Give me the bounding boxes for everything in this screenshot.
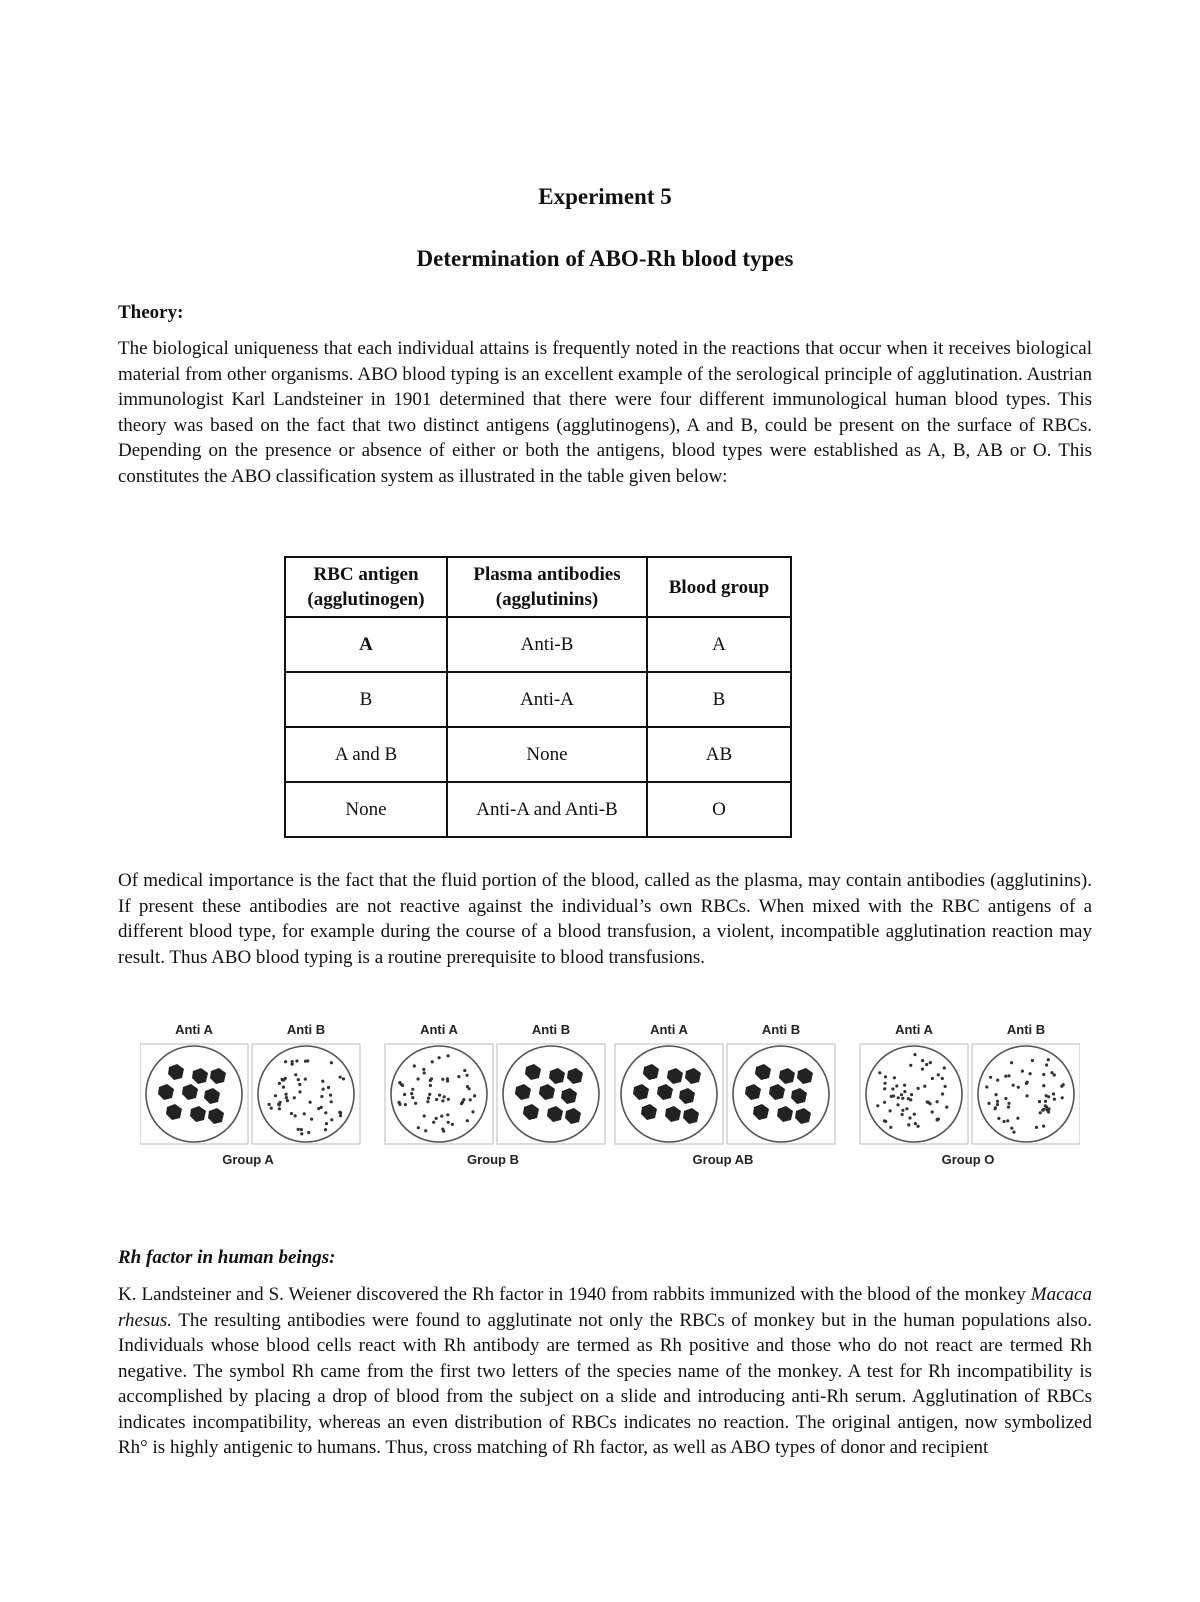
rbc-dot xyxy=(432,1121,435,1124)
rbc-dot xyxy=(1012,1131,1015,1134)
rbc-dot xyxy=(1061,1096,1064,1099)
slide-well xyxy=(866,1046,962,1142)
rbc-dot xyxy=(1035,1126,1038,1129)
rbc-dot xyxy=(411,1088,414,1091)
table-cell: Anti-A xyxy=(447,672,647,727)
rbc-dot xyxy=(941,1077,944,1080)
rbc-dot xyxy=(469,1098,472,1101)
rbc-dot xyxy=(463,1069,466,1072)
rbc-dot xyxy=(926,1100,929,1103)
rbc-dot xyxy=(914,1122,917,1125)
rbc-dot xyxy=(291,1060,294,1063)
rbc-dot xyxy=(907,1097,910,1100)
rbc-dot xyxy=(447,1054,450,1057)
rbc-dot xyxy=(921,1059,924,1062)
rbc-dot xyxy=(1060,1085,1063,1088)
rbc-dot xyxy=(298,1090,301,1093)
dispersed-sample xyxy=(860,1044,968,1144)
rbc-dot xyxy=(1047,1058,1050,1061)
rbc-dot xyxy=(441,1078,444,1081)
rbc-dot xyxy=(304,1078,307,1081)
medical-importance-paragraph: Of medical importance is the fact that the fluid portion of the blood, called as the plasma, may contain antibodies (agglutinins). If present these antibodies are not reactive against the individual’s own RBCs. When mixed with the RBC antigens of a different blood type, for example during the course of a blood transfusion, a violent, incompatible agglutination reaction may result. Thus ABO blood typing is a routine prerequisite to blood transfusions. xyxy=(118,870,1092,968)
rbc-dot xyxy=(1026,1094,1029,1097)
rbc-dot xyxy=(1021,1070,1024,1073)
rbc-dot xyxy=(1007,1106,1010,1109)
rbc-dot xyxy=(417,1077,420,1080)
rbc-dot xyxy=(1007,1102,1010,1105)
rbc-dot xyxy=(268,1103,271,1106)
page-title: Experiment 5 xyxy=(538,184,672,209)
table-cell: B xyxy=(647,672,791,727)
rbc-dot xyxy=(1045,1094,1048,1097)
rbc-dot xyxy=(1038,1100,1041,1103)
rbc-dot xyxy=(1042,1125,1045,1128)
table-cell: A and B xyxy=(285,727,447,782)
rbc-dot xyxy=(428,1093,431,1096)
anti-b-label: Anti B xyxy=(531,1022,571,1037)
rbc-dot xyxy=(462,1098,465,1101)
rbc-dot xyxy=(451,1123,454,1126)
rbc-dot xyxy=(317,1107,320,1110)
rbc-dot xyxy=(307,1131,310,1134)
table-cell: A xyxy=(647,617,791,672)
rbc-dot xyxy=(1039,1111,1042,1114)
rbc-dot xyxy=(424,1129,427,1132)
rbc-dot xyxy=(413,1064,416,1067)
table-row xyxy=(285,782,791,837)
rbc-dot xyxy=(1052,1092,1055,1095)
rbc-dot xyxy=(929,1102,932,1105)
rbc-dot xyxy=(298,1083,301,1086)
agglutinated-sample xyxy=(615,1044,723,1144)
agglutinated-sample xyxy=(140,1044,248,1144)
rbc-dot xyxy=(909,1064,912,1067)
rbc-dot xyxy=(324,1111,327,1114)
rbc-dot xyxy=(398,1081,401,1084)
rbc-dot xyxy=(466,1074,469,1077)
rbc-dot xyxy=(309,1101,312,1104)
rbc-dot xyxy=(891,1087,894,1090)
rbc-dot xyxy=(293,1096,296,1099)
rbc-dot xyxy=(438,1094,441,1097)
group-label: Group A xyxy=(222,1152,274,1167)
rbc-dot xyxy=(985,1085,988,1088)
rbc-dot xyxy=(447,1098,450,1101)
rbc-dot xyxy=(895,1084,898,1087)
rbc-dot xyxy=(473,1094,476,1097)
rbc-dot xyxy=(1042,1073,1045,1076)
rbc-dot xyxy=(282,1086,285,1089)
rbc-dot xyxy=(466,1119,469,1122)
rbc-dot xyxy=(937,1073,940,1076)
table-row xyxy=(285,617,791,672)
rbc-dot xyxy=(457,1075,460,1078)
rbc-dot xyxy=(300,1132,303,1135)
rbc-dot xyxy=(327,1086,330,1089)
rbc-dot xyxy=(1031,1059,1034,1062)
rbc-dot xyxy=(284,1060,287,1063)
rbc-dot xyxy=(901,1113,904,1116)
rbc-dot xyxy=(270,1107,273,1110)
rbc-dot xyxy=(1010,1061,1013,1064)
rbc-dot xyxy=(297,1078,300,1081)
rbc-dot xyxy=(435,1098,438,1101)
rbc-dot xyxy=(279,1101,282,1104)
rbc-dot xyxy=(896,1103,899,1106)
rbc-dot xyxy=(997,1117,1000,1120)
rbc-dot xyxy=(310,1118,313,1121)
rbc-dot xyxy=(883,1082,886,1085)
rbc-dot xyxy=(290,1112,293,1115)
rbc-dot xyxy=(1017,1086,1020,1089)
rh-paragraph-start: K. Landsteiner and S. Weiener discovered the Rh factor in 1940 from rabbits immunized with the blood of the monkey xyxy=(118,1284,1031,1305)
rh-paragraph xyxy=(118,1282,1092,1461)
rbc-dot xyxy=(294,1073,297,1076)
rbc-dot xyxy=(1012,1084,1015,1087)
rbc-dot xyxy=(441,1128,444,1131)
rbc-dot xyxy=(1044,1100,1047,1103)
blood-typing-diagram xyxy=(140,1018,1080,1178)
anti-a-label: Anti A xyxy=(420,1022,458,1037)
rbc-dot xyxy=(889,1109,892,1112)
rbc-dot xyxy=(907,1123,910,1126)
table-cell: O xyxy=(647,782,791,837)
rbc-dot xyxy=(996,1079,999,1082)
rbc-dot xyxy=(423,1114,426,1117)
rbc-dot xyxy=(1026,1081,1029,1084)
rbc-dot xyxy=(427,1097,430,1100)
rbc-dot xyxy=(893,1076,896,1079)
rbc-dot xyxy=(339,1111,342,1114)
rbc-dot xyxy=(285,1096,288,1099)
rbc-dot xyxy=(435,1117,438,1120)
rbc-dot xyxy=(414,1102,417,1105)
page-subtitle: Determination of ABO-Rh blood types xyxy=(416,246,794,271)
rbc-dot xyxy=(300,1128,303,1131)
rbc-dot xyxy=(900,1093,903,1096)
rbc-dot xyxy=(274,1094,277,1097)
rh-paragraph-rest: The resulting antibodies were found to agglutinate not only the RBCs of monkey but in the human populations also. Individuals whose blood cells react with Rh antibody are termed as Rh positive and those who do not react are termed Rh negative. The symbol Rh came from the first two letters of the species name of the monkey. A test for Rh incompatibility is accomplished by placing a drop of blood from the subject on a slide and introducing anti-Rh serum. Agglutination of RBCs indicates incompatibility, whereas an even distribution of RBCs indicates no reaction. The original antigen, now symbolized Rh° is highly antigenic to humans. Thus, cross matching of Rh factor, as well as ABO types of donor and recipient xyxy=(118,1309,1092,1458)
rbc-dot xyxy=(931,1077,934,1080)
rbc-dot xyxy=(884,1075,887,1078)
rbc-dot xyxy=(995,1093,998,1096)
rbc-dot xyxy=(286,1099,289,1102)
header-plasma-antibodies: Plasma antibodies (agglutinins) xyxy=(447,557,647,617)
agglutinated-sample xyxy=(727,1044,835,1144)
rbc-dot xyxy=(1002,1120,1005,1123)
rbc-dot xyxy=(890,1095,893,1098)
table-cell: None xyxy=(285,782,447,837)
rbc-dot xyxy=(446,1077,449,1080)
rbc-dot xyxy=(441,1099,444,1102)
rbc-dot xyxy=(884,1120,887,1123)
rbc-dot xyxy=(1045,1063,1048,1066)
rbc-dot xyxy=(330,1118,333,1121)
rbc-dot xyxy=(303,1112,306,1115)
group-label: Group O xyxy=(941,1152,995,1167)
rbc-dot xyxy=(1006,1119,1009,1122)
rbc-dot xyxy=(1053,1073,1056,1076)
header-blood-group: Blood group xyxy=(647,557,791,617)
rbc-dot xyxy=(883,1087,886,1090)
rbc-dot xyxy=(339,1114,342,1117)
rbc-dot xyxy=(996,1100,999,1103)
species-name: Macaca rhesus. xyxy=(118,1284,1092,1331)
rbc-dot xyxy=(941,1092,944,1095)
rbc-dot xyxy=(1029,1072,1032,1075)
rbc-dot xyxy=(320,1095,323,1098)
blood-typing-figure xyxy=(140,1018,1080,1183)
rbc-dot xyxy=(294,1114,297,1117)
rbc-dot xyxy=(295,1059,298,1062)
rbc-dot xyxy=(339,1076,342,1079)
rbc-dot xyxy=(429,1084,432,1087)
rbc-dot xyxy=(304,1060,307,1063)
rbc-dot xyxy=(440,1115,443,1118)
slide-well xyxy=(978,1046,1074,1142)
rbc-dot xyxy=(1047,1107,1050,1110)
rbc-dot xyxy=(1016,1117,1019,1120)
rbc-dot xyxy=(903,1084,906,1087)
anti-b-label: Anti B xyxy=(286,1022,326,1037)
rbc-dot xyxy=(901,1109,904,1112)
rbc-dot xyxy=(325,1122,328,1125)
header-rbc-antigen: RBC antigen (agglutinogen) xyxy=(285,557,447,617)
anti-a-label: Anti A xyxy=(895,1022,933,1037)
rbc-dot xyxy=(931,1110,934,1113)
rh-heading: Rh factor in human beings: xyxy=(118,1247,336,1268)
rbc-dot xyxy=(422,1068,425,1071)
rbc-dot xyxy=(917,1087,920,1090)
agglutinated-sample xyxy=(497,1044,605,1144)
rbc-dot xyxy=(324,1128,327,1131)
anti-a-label: Anti A xyxy=(175,1022,213,1037)
rbc-dot xyxy=(1004,1075,1007,1078)
table-header-row xyxy=(285,557,791,617)
rbc-dot xyxy=(989,1076,992,1079)
rbc-dot xyxy=(438,1056,441,1059)
rbc-dot xyxy=(342,1077,345,1080)
rbc-dot xyxy=(281,1078,284,1081)
rbc-dot xyxy=(987,1102,990,1105)
rbc-dot xyxy=(1042,1084,1045,1087)
table-cell: A xyxy=(285,617,447,672)
rbc-dot xyxy=(404,1103,407,1106)
rbc-dot xyxy=(943,1066,946,1069)
abo-table xyxy=(284,556,792,838)
rbc-dot xyxy=(908,1116,911,1119)
table-cell: None xyxy=(447,727,647,782)
rbc-dot xyxy=(929,1061,932,1064)
rbc-dot xyxy=(411,1096,414,1099)
rbc-dot xyxy=(917,1125,920,1128)
rbc-dot xyxy=(447,1121,450,1124)
rbc-dot xyxy=(945,1106,948,1109)
rbc-dot xyxy=(446,1113,449,1116)
rbc-dot xyxy=(1053,1098,1056,1101)
rbc-dot xyxy=(1007,1074,1010,1077)
table-row xyxy=(285,672,791,727)
rbc-dot xyxy=(297,1128,300,1131)
rbc-dot xyxy=(1042,1108,1045,1111)
rbc-dot xyxy=(431,1060,434,1063)
dispersed-sample xyxy=(972,1044,1080,1144)
table-cell: Anti-B xyxy=(447,617,647,672)
rbc-dot xyxy=(423,1071,426,1074)
rbc-dot xyxy=(1050,1071,1053,1074)
rbc-dot xyxy=(876,1104,879,1107)
rbc-dot xyxy=(329,1094,332,1097)
rbc-dot xyxy=(936,1100,939,1103)
rbc-dot xyxy=(330,1100,333,1103)
anti-b-label: Anti B xyxy=(761,1022,801,1037)
rbc-dot xyxy=(284,1077,287,1080)
table-cell: B xyxy=(285,672,447,727)
rbc-dot xyxy=(278,1082,281,1085)
dispersed-sample xyxy=(252,1044,360,1144)
rbc-dot xyxy=(466,1085,469,1088)
rbc-dot xyxy=(878,1071,881,1074)
anti-b-label: Anti B xyxy=(1006,1022,1046,1037)
rbc-dot xyxy=(944,1085,947,1088)
rbc-dot xyxy=(330,1061,333,1064)
rbc-dot xyxy=(905,1107,908,1110)
group-label: Group AB xyxy=(692,1152,754,1167)
table-row xyxy=(285,727,791,782)
rbc-dot xyxy=(923,1085,926,1088)
rbc-dot xyxy=(921,1068,924,1071)
rbc-dot xyxy=(897,1096,900,1099)
rbc-dot xyxy=(426,1100,429,1103)
rbc-dot xyxy=(996,1103,999,1106)
theory-paragraph: The biological uniqueness that each individual attains is frequently noted in the reactions that occur when it receives biological material from other organisms. ABO blood typing is an excellent example of the serological principle of agglutination. Austrian immunologist Karl Landsteiner in 1901 determined that there were four different immunological human blood types. This theory was based on the fact that two distinct antigens (agglutinogens), A and B, could be present on the surface of RBCs. Depending on the presence or absence of either or both the antigens, blood types were established as A, B, AB or O. This constitutes the ABO classification system as illustrated in the table given below: xyxy=(118,338,1092,487)
rbc-dot xyxy=(322,1088,325,1091)
group-label: Group B xyxy=(467,1152,519,1167)
rbc-dot xyxy=(994,1107,997,1110)
table-cell: AB xyxy=(647,727,791,782)
rbc-dot xyxy=(1010,1127,1013,1130)
rbc-dot xyxy=(430,1077,433,1080)
rbc-dot xyxy=(443,1095,446,1098)
dispersed-sample xyxy=(385,1044,493,1144)
rbc-dot xyxy=(883,1101,886,1104)
anti-a-label: Anti A xyxy=(650,1022,688,1037)
theory-heading: Theory: xyxy=(118,302,184,323)
table-cell: Anti-A and Anti-B xyxy=(447,782,647,837)
rbc-dot xyxy=(285,1093,288,1096)
rbc-dot xyxy=(321,1080,324,1083)
rbc-dot xyxy=(471,1110,474,1113)
rbc-dot xyxy=(901,1097,904,1100)
rbc-dot xyxy=(417,1126,420,1129)
rbc-dot xyxy=(903,1090,906,1093)
rbc-dot xyxy=(278,1107,281,1110)
rbc-dot xyxy=(410,1092,413,1095)
rbc-dot xyxy=(398,1101,401,1104)
rbc-dot xyxy=(936,1118,939,1121)
rbc-dot xyxy=(1004,1097,1007,1100)
rbc-dot xyxy=(913,1053,916,1056)
rbc-dot xyxy=(913,1113,916,1116)
rbc-dot xyxy=(403,1093,406,1096)
rbc-dot xyxy=(910,1093,913,1096)
rbc-dot xyxy=(925,1063,928,1066)
rbc-dot xyxy=(889,1126,892,1129)
